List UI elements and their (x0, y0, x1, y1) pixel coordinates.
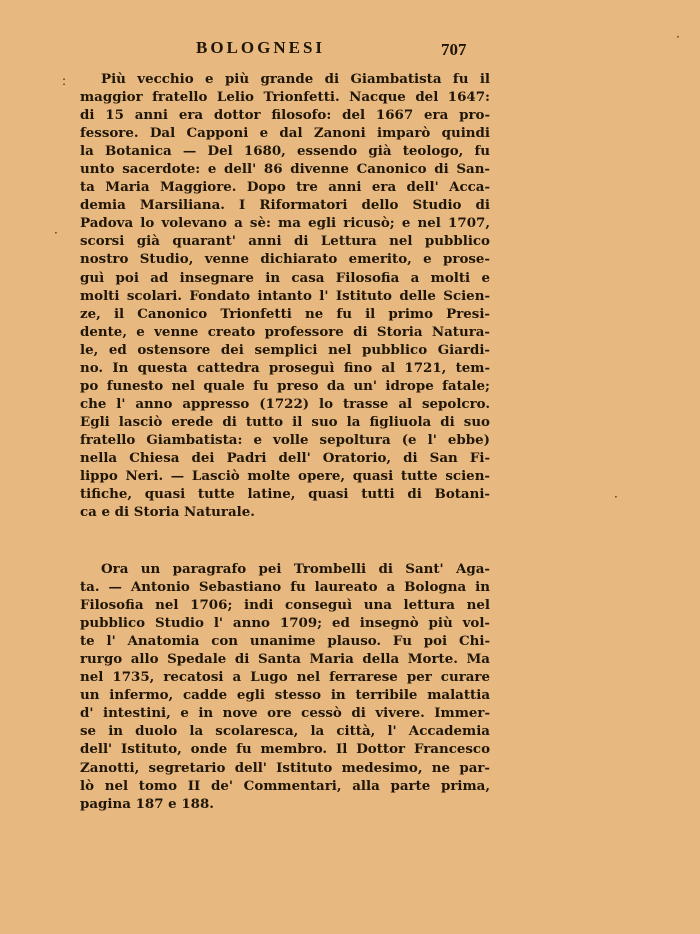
text-line: pagina 187 e 188. (80, 795, 214, 812)
text-line: che l' anno appresso (1722) lo trasse al sepolcro. (80, 395, 490, 412)
margin-mark: : (62, 74, 67, 88)
text-line: fessore. Dal Capponi e dal Zanoni imparò quindi (80, 125, 490, 142)
text-line: Zanotti, segretario dell' Istituto medesimo, ne par- (80, 759, 490, 776)
text-line: tifiche, quasi tutte latine, quasi tutti di Botani- (80, 486, 490, 503)
text-line: lò nel tomo II de' Commentari, alla parte prima, (80, 777, 490, 794)
text-line: un infermo, cadde egli stesso in terribile malattia (80, 687, 490, 704)
text-line: unto sacerdote: e dell' 86 divenne Canonico di San- (80, 161, 490, 178)
running-title: BOLOGNESI (196, 38, 326, 57)
margin-mark: · (54, 226, 58, 240)
text-line: Ora un paragrafo pei Trombelli di Sant' Aga- (101, 561, 490, 577)
text-line: scorsi già quarant' anni di Lettura nel pubblico (80, 233, 490, 250)
text-line: lippo Neri. — Lasciò molte opere, quasi tutte scien- (80, 468, 490, 485)
text-line: Padova lo volevano a sè: ma egli ricusò; e nel 1707, (80, 215, 490, 232)
text-line: guì poi ad insegnare in casa Filosofia a molti e (80, 269, 490, 286)
text-line: molti scolari. Fondato intanto l' Istituto delle Scien- (80, 287, 490, 304)
paragraph-trionfetti (80, 70, 490, 521)
margin-mark: · (676, 30, 680, 44)
text-line: fratello Giambatista: e volle sepoltura (e l' ebbe) (80, 431, 490, 448)
text-line: se in duolo la scolaresca, la città, l' Accademia (80, 723, 490, 740)
text-line: ta Maria Maggiore. Dopo tre anni era dell' Acca- (80, 179, 490, 196)
text-line: Egli lasciò erede di tutto il suo la figliuola di suo (80, 413, 490, 430)
page-number: 707 (441, 40, 467, 59)
text-line: maggior fratello Lelio Trionfetti. Nacque del 1647: (80, 89, 490, 106)
paragraph-trombelli (80, 560, 490, 813)
text-line: nella Chiesa dei Padri dell' Oratorio, di San Fi- (80, 449, 490, 466)
text-line: ze, il Canonico Trionfetti ne fu il primo Presi- (80, 305, 490, 322)
text-line: rurgo allo Spedale di Santa Maria della Morte. Ma (80, 651, 490, 668)
text-line: te l' Anatomia con unanime plauso. Fu poi Chi- (80, 633, 490, 650)
text-line: demia Marsiliana. I Riformatori dello Studio di (80, 197, 490, 214)
margin-mark: · (614, 490, 618, 504)
text-line: po funesto nel quale fu preso da un' idrope fatale; (80, 377, 490, 394)
text-line: Più vecchio e più grande di Giambatista fu il (101, 71, 490, 87)
text-line: pubblico Studio l' anno 1709; ed insegnò più vol- (80, 615, 490, 632)
text-line: ca e di Storia Naturale. (80, 504, 255, 521)
text-line: le, ed ostensore dei semplici nel pubblico Giardi- (80, 341, 490, 358)
text-line: d' intestini, e in nove ore cessò di vivere. Immer- (80, 705, 490, 722)
text-line: di 15 anni era dottor filosofo: del 1667 era pro- (80, 107, 490, 124)
text-line: no. In questa cattedra proseguì fino al 1721, tem- (80, 359, 490, 376)
text-line: nostro Studio, venne dichiarato emerito, e prose- (80, 251, 490, 268)
text-line: dente, e venne creato professore di Storia Natura- (80, 323, 490, 340)
text-line: dell' Istituto, onde fu membro. Il Dottor Francesco (80, 741, 490, 758)
text-line: la Botanica — Del 1680, essendo già teologo, fu (80, 143, 490, 160)
text-line: ta. — Antonio Sebastiano fu laureato a Bologna in (80, 579, 490, 596)
text-line: nel 1735, recatosi a Lugo nel ferrarese per curare (80, 669, 490, 686)
text-line: Filosofia nel 1706; indi conseguì una lettura nel (80, 597, 490, 614)
